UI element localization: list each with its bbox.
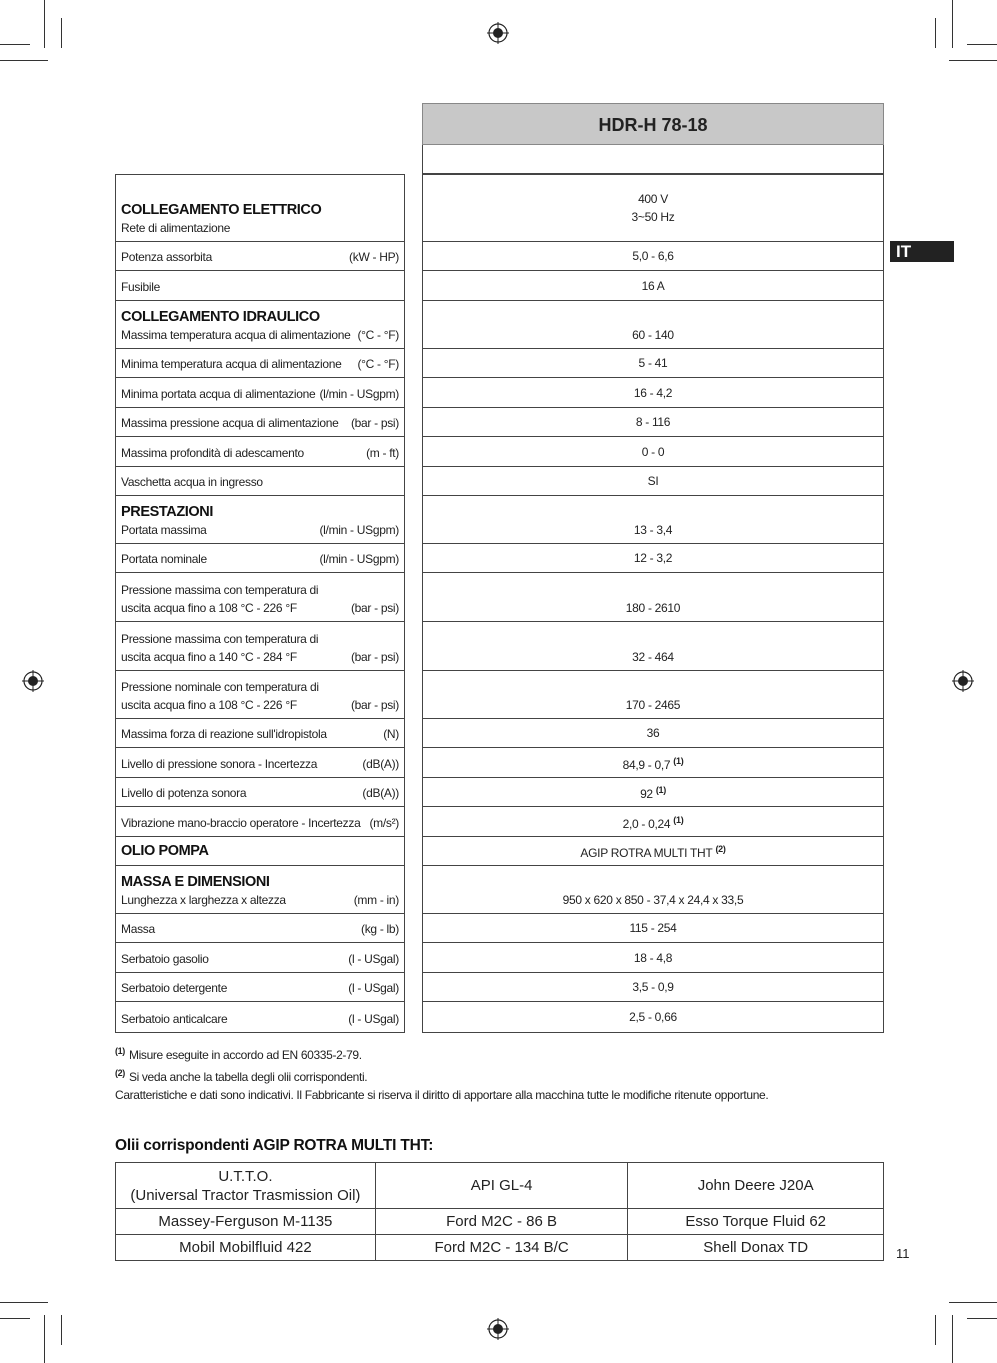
spec-label: Portata massima	[121, 523, 207, 537]
spec-value: 92 $^{(1)}$	[640, 785, 666, 801]
footnote-marker: (2)	[715, 844, 726, 854]
spec-label-line	[121, 414, 399, 432]
section-heading: COLLEGAMENTO ELETTRICO	[121, 202, 322, 218]
footnote-marker: (2)	[115, 1068, 125, 1078]
footnote-marker: (1)	[655, 785, 666, 795]
spec-value: 18 - 4,8	[633, 950, 673, 965]
spec-value: 3,5 - 0,9	[632, 980, 674, 994]
oils-cell	[116, 1235, 376, 1261]
registration-mark-icon	[487, 1318, 509, 1340]
spec-label: Minima portata acqua di alimentazione	[121, 387, 316, 401]
spec-label-line	[121, 581, 399, 599]
spec-label-line	[121, 891, 399, 909]
spec-label-cell	[116, 778, 404, 806]
spec-row-value	[423, 496, 883, 544]
footnote-text: Misure eseguite in accordo ad EN 60335-2-79.	[128, 1048, 362, 1062]
spec-row-label	[116, 807, 404, 837]
spec-label-cell	[116, 719, 404, 747]
spec-unit: (dB(A))	[362, 786, 399, 800]
crop-mark	[61, 1315, 62, 1345]
spec-label-cell	[116, 807, 404, 836]
spec-row-value	[423, 437, 883, 467]
spec-label: Massima profondità di adescamento	[121, 446, 304, 460]
spec-label: Massima forza di reazione sull'idropistola	[121, 727, 327, 741]
spec-row-label	[116, 175, 404, 242]
spec-labels-column	[115, 174, 405, 1033]
oil-name: John Deere J20A	[697, 1177, 814, 1194]
spec-row-value	[423, 301, 883, 349]
spec-value-cell	[423, 175, 883, 241]
oil-name: U.T.T.O.	[218, 1167, 273, 1185]
spec-unit: (bar - psi)	[350, 601, 399, 615]
crop-mark	[935, 1315, 936, 1345]
spec-row-value	[423, 175, 883, 242]
spec-value-cell	[423, 242, 883, 270]
spec-label-cell	[116, 408, 404, 436]
spec-label: Massima temperatura acqua di alimentazione	[121, 328, 351, 342]
spec-row-value	[423, 719, 883, 748]
spec-label-cell	[116, 175, 404, 241]
spec-value-secondary: 3~50 Hz	[631, 210, 675, 224]
spec-label-line	[121, 630, 399, 648]
footnote-1	[115, 1042, 768, 1064]
spec-value: 36	[646, 726, 660, 740]
section-heading: COLLEGAMENTO IDRAULICO	[121, 309, 320, 325]
crop-mark	[44, 0, 45, 48]
spec-row-label	[116, 778, 404, 807]
spec-row-label	[116, 378, 404, 408]
spec-row-label	[116, 622, 404, 671]
spec-value-cell	[423, 378, 883, 407]
footnote-marker: (1)	[673, 814, 684, 825]
registration-mark-icon	[487, 22, 509, 44]
spec-label: Serbatoio gasolio	[121, 952, 209, 966]
oils-cell	[375, 1163, 628, 1209]
spec-label-cell	[116, 837, 404, 865]
crop-mark	[952, 1315, 953, 1363]
spec-unit: (m/s²)	[369, 816, 399, 830]
spec-unit: (m - ft)	[366, 446, 399, 460]
spec-value-cell	[423, 622, 883, 670]
spec-label-line	[121, 326, 399, 344]
footnotes	[115, 1042, 768, 1104]
spec-row-label	[116, 467, 404, 496]
spec-unit: (°C - °F)	[357, 357, 399, 371]
spec-row-value	[423, 467, 883, 496]
spec-row-label	[116, 943, 404, 973]
spec-label-line	[121, 648, 399, 666]
spec-unit: (l - USgal)	[348, 1012, 399, 1026]
spec-value-cell	[423, 837, 883, 865]
spec-row-value	[423, 573, 883, 622]
spec-row-value	[423, 349, 883, 378]
spec-label-cell	[116, 242, 404, 270]
spec-unit: (l - USgal)	[348, 981, 399, 995]
spec-label-line	[121, 979, 399, 997]
spec-label: Minima temperatura acqua di alimentazione	[121, 357, 342, 371]
spec-value: 0 - 0	[641, 444, 665, 459]
spec-row-label	[116, 437, 404, 467]
oil-name: API GL-4	[470, 1177, 533, 1194]
spec-label: Massa	[121, 922, 155, 936]
disclaimer: Caratteristiche e dati sono indicativi. Il Fabbricante si riserva il diritto di apportare alla macchina tutte le modifiche ritenute opportune.	[115, 1088, 769, 1102]
crop-mark	[0, 60, 48, 61]
spec-value: AGIP ROTRA MULTI THT $^{(2)}$	[580, 844, 726, 860]
spec-value-cell	[423, 573, 883, 621]
spec-row-value	[423, 671, 883, 719]
spec-label-line	[121, 696, 399, 714]
spec-value: 170 - 2465	[625, 698, 681, 712]
spec-value: 13 - 3,4	[633, 523, 673, 537]
spec-value: 60 - 140	[632, 328, 674, 342]
spec-label-line	[121, 521, 399, 539]
spec-row-label	[116, 837, 404, 866]
spec-label-line	[121, 678, 399, 696]
crop-mark	[61, 18, 62, 48]
spec-value-cell	[423, 973, 883, 1001]
spec-row-label	[116, 349, 404, 378]
oils-row	[116, 1235, 884, 1261]
spec-row-value	[423, 408, 883, 437]
spec-value: 5 - 41	[638, 356, 668, 370]
spec-unit: (l/min - USgpm)	[319, 552, 399, 566]
crop-mark	[935, 18, 936, 48]
spec-row-label	[116, 1002, 404, 1032]
language-tab: IT	[890, 241, 954, 262]
spec-label: uscita acqua fino a 108 °C - 226 °F	[121, 601, 297, 615]
spec-label-line	[121, 755, 399, 773]
spec-label-cell	[116, 301, 404, 348]
spec-row-value	[423, 622, 883, 671]
spec-row-value	[423, 748, 883, 778]
spec-value: 12 - 3,2	[633, 551, 673, 565]
page-number: 11	[896, 1246, 910, 1261]
spec-values-column	[422, 174, 884, 1033]
spec-label-cell	[116, 378, 404, 407]
spec-label: Massima pressione acqua di alimentazione	[121, 416, 339, 430]
section-heading: PRESTAZIONI	[121, 504, 214, 520]
spec-row-value	[423, 807, 883, 837]
spec-row-value	[423, 866, 883, 914]
spec-value: 84,9 - 0,7 $^{(1)}$	[622, 755, 684, 772]
spec-value-cell	[423, 496, 883, 543]
spec-row-value	[423, 544, 883, 573]
spec-unit: (°C - °F)	[357, 328, 399, 342]
footnote-marker: (1)	[115, 1046, 125, 1056]
spec-label: Serbatoio anticalcare	[121, 1012, 228, 1026]
spec-value-cell	[423, 437, 883, 466]
crop-mark	[967, 44, 997, 45]
oil-name: Shell Donax TD	[703, 1239, 809, 1256]
spec-label-line	[121, 219, 399, 237]
spec-unit: (N)	[383, 727, 399, 741]
spec-label: Pressione nominale con temperatura di	[121, 680, 319, 694]
oils-cell	[116, 1163, 376, 1209]
spec-value: 400 V	[638, 192, 668, 206]
spec-row-value	[423, 271, 883, 301]
oils-cell	[628, 1235, 884, 1261]
oils-row	[116, 1209, 884, 1235]
spec-label-cell	[116, 622, 404, 670]
spec-label: Potenza assorbita	[121, 250, 212, 264]
spec-value-cell	[423, 271, 883, 300]
spec-label-line	[121, 278, 399, 296]
spec-label-cell	[116, 349, 404, 377]
spec-unit: (bar - psi)	[350, 416, 399, 430]
spec-label-line	[121, 444, 399, 462]
spec-value-cell	[423, 349, 883, 377]
spec-label-cell	[116, 544, 404, 572]
oils-cell	[116, 1209, 376, 1235]
spec-value-cell	[423, 866, 883, 913]
spec-label: Livello di pressione sonora - Incertezza	[121, 757, 318, 771]
spec-label: uscita acqua fino a 108 °C - 226 °F	[121, 698, 297, 712]
spec-row-value	[423, 1002, 883, 1032]
footnote-marker: (1)	[673, 755, 684, 766]
spec-label-line	[121, 473, 399, 491]
spec-unit: (bar - psi)	[350, 650, 399, 664]
oils-table	[115, 1162, 884, 1261]
crop-mark	[0, 1302, 48, 1303]
oils-cell	[628, 1209, 884, 1235]
spec-row-value	[423, 378, 883, 408]
spec-label-line	[121, 725, 399, 743]
spec-row-value	[423, 837, 883, 866]
spec-label: Vibrazione mano-braccio operatore - Incertezza	[121, 816, 361, 830]
spec-value: SI	[647, 474, 659, 488]
spec-unit: (l - USgal)	[348, 952, 399, 966]
spec-label-line	[121, 784, 399, 802]
spec-row-label	[116, 408, 404, 437]
spec-row-label	[116, 866, 404, 914]
section-heading: MASSA E DIMENSIONI	[121, 874, 270, 890]
spec-value-cell	[423, 1002, 883, 1032]
registration-mark-icon	[22, 670, 44, 692]
spec-row-value	[423, 973, 883, 1002]
oils-cell	[375, 1209, 628, 1235]
spec-label-line	[121, 385, 399, 403]
spec-label: Fusibile	[121, 280, 160, 294]
spec-label-cell	[116, 437, 404, 466]
crop-mark	[952, 0, 953, 48]
spec-label-line	[121, 920, 399, 938]
spec-value-cell	[423, 544, 883, 572]
footnote-2	[115, 1064, 768, 1086]
spec-label-line	[121, 814, 399, 832]
oil-name: Ford M2C - 134 B/C	[434, 1239, 569, 1256]
spec-value-cell	[423, 719, 883, 747]
spec-label: Vaschetta acqua in ingresso	[121, 475, 263, 489]
spec-label-line	[121, 248, 399, 266]
crop-mark	[967, 1318, 997, 1319]
spec-value: 950 x 620 x 850 - 37,4 x 24,4 x 33,5	[562, 893, 744, 907]
spec-row-label	[116, 719, 404, 748]
spec-value-cell	[423, 778, 883, 806]
spec-label-line	[121, 599, 399, 617]
spec-unit: (l/min - USgpm)	[319, 523, 399, 537]
spec-label: Livello di potenza sonora	[121, 786, 247, 800]
blank-header-row	[422, 145, 884, 174]
spec-row-value	[423, 242, 883, 271]
spec-unit: (kW - HP)	[349, 250, 399, 264]
spec-label-cell	[116, 973, 404, 1001]
crop-mark	[44, 1315, 45, 1363]
spec-value-cell	[423, 914, 883, 942]
spec-value-cell	[423, 408, 883, 436]
spec-row-label	[116, 573, 404, 622]
spec-label-cell	[116, 271, 404, 300]
spec-value-cell	[423, 671, 883, 718]
spec-label: Pressione massima con temperatura di	[121, 632, 319, 646]
spec-label-line	[121, 1010, 399, 1028]
spec-label-line	[121, 950, 399, 968]
spec-value-cell	[423, 943, 883, 972]
spec-label-cell	[116, 1002, 404, 1032]
oils-cell	[628, 1163, 884, 1209]
spec-value: 16 - 4,2	[633, 385, 673, 400]
section-heading: OLIO POMPA	[121, 842, 209, 859]
spec-row-label	[116, 914, 404, 943]
spec-row-label	[116, 242, 404, 271]
spec-value: 5,0 - 6,6	[632, 249, 674, 263]
spec-label-cell	[116, 496, 404, 543]
spec-row-label	[116, 544, 404, 573]
crop-mark	[949, 60, 997, 61]
oils-title: Olii corrispondenti AGIP ROTRA MULTI THT:	[115, 1137, 434, 1154]
spec-unit: (kg - lb)	[361, 922, 399, 936]
spec-value-cell	[423, 467, 883, 495]
oil-name: Ford M2C - 86 B	[446, 1213, 558, 1230]
spec-row-label	[116, 271, 404, 301]
spec-value: 32 - 464	[632, 650, 674, 664]
spec-row-value	[423, 943, 883, 973]
spec-value: 180 - 2610	[625, 601, 681, 615]
spec-label: Portata nominale	[121, 552, 207, 566]
registration-mark-icon	[952, 670, 974, 692]
spec-unit: (bar - psi)	[350, 698, 399, 712]
spec-row-label	[116, 671, 404, 719]
spec-label-cell	[116, 748, 404, 777]
spec-row-label	[116, 973, 404, 1002]
spec-value: 2,0 - 0,24 $^{(1)}$	[622, 814, 684, 831]
spec-unit: (dB(A))	[362, 757, 399, 771]
crop-mark	[949, 1302, 997, 1303]
spec-label: Pressione massima con temperatura di	[121, 583, 319, 597]
footnote-text: Si veda anche la tabella degli olii corrispondenti.	[128, 1070, 368, 1084]
spec-label-cell	[116, 467, 404, 495]
crop-mark	[0, 44, 30, 45]
spec-row-value	[423, 914, 883, 943]
spec-value-cell	[423, 807, 883, 836]
spec-value-cell	[423, 748, 883, 777]
crop-mark	[0, 1318, 30, 1319]
spec-label-cell	[116, 573, 404, 621]
oil-name: (Universal Tractor Trasmission Oil)	[130, 1186, 361, 1204]
spec-label-line	[121, 550, 399, 568]
oils-row	[116, 1163, 884, 1209]
oil-name: Mobil Mobilfluid 422	[179, 1239, 312, 1256]
oils-cell	[375, 1235, 628, 1261]
spec-row-value	[423, 778, 883, 807]
spec-value: 2,5 - 0,66	[629, 1010, 677, 1024]
model-header: HDR-H 78-18	[422, 103, 884, 145]
spec-value: 115 - 254	[629, 921, 677, 935]
spec-label-line	[121, 355, 399, 373]
spec-label-cell	[116, 943, 404, 972]
spec-value: 8 - 116	[635, 415, 671, 429]
spec-label-cell	[116, 866, 404, 913]
spec-row-label	[116, 301, 404, 349]
spec-value-cell	[423, 301, 883, 348]
spec-label: Rete di alimentazione	[121, 221, 231, 235]
spec-row-label	[116, 496, 404, 544]
spec-label-cell	[116, 914, 404, 942]
oil-name: Massey-Ferguson M-1135	[158, 1213, 333, 1230]
spec-label: Serbatoio detergente	[121, 981, 228, 995]
spec-label: Lunghezza x larghezza x altezza	[121, 893, 286, 907]
spec-row-label	[116, 748, 404, 778]
spec-label: uscita acqua fino a 140 °C - 284 °F	[121, 650, 297, 664]
spec-label-cell	[116, 671, 404, 718]
spec-unit: (mm - in)	[353, 893, 399, 907]
oil-name: Esso Torque Fluid 62	[685, 1213, 826, 1230]
spec-unit: (l/min - USgpm)	[319, 387, 399, 401]
spec-value: 16 A	[641, 278, 665, 293]
